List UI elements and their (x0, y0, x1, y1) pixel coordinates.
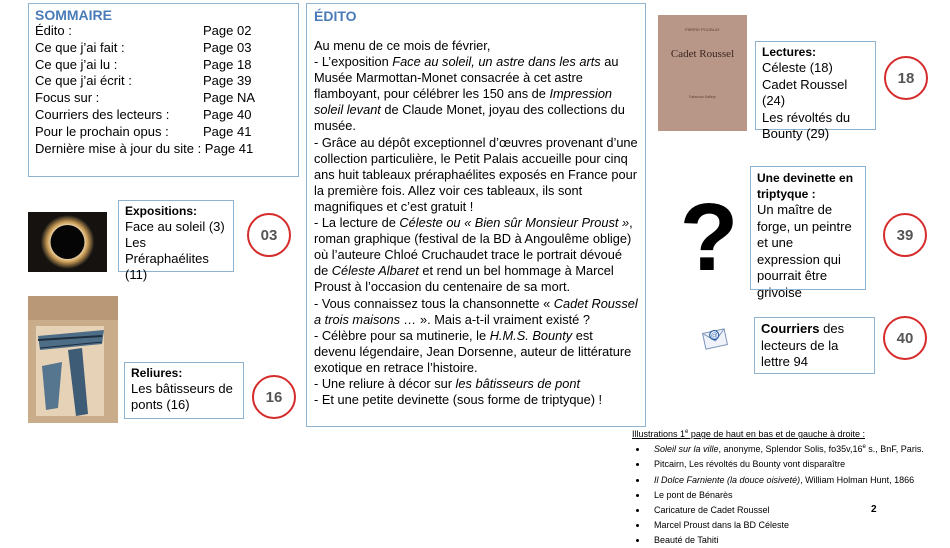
edito-item-cadet-roussel: - Vous connaissez tous la chansonnette « Cadet Roussel a trois maisons … ». Mais a-t-il vraiment existé ? (314, 295, 638, 327)
caption-item: • Marcel Proust dans la BD Céleste (648, 517, 937, 532)
caption-item: • Caricature de Cadet Roussel (648, 502, 937, 517)
devinette-box (750, 166, 866, 300)
caption-item: • Pitcairn, Les révoltés du Bounty vont disparaître (648, 456, 937, 471)
edito-item-reliure: - Une reliure à décor sur les bâtisseurs de pont (314, 375, 581, 391)
lectures-item: Cadet Roussel (24) (762, 76, 848, 108)
edito-box (306, 3, 646, 427)
expositions-page-badge: 03 (247, 213, 291, 257)
sommaire-row-label: Courriers des lecteurs : (35, 106, 170, 122)
reliures-page-badge: 16 (252, 375, 296, 419)
illustrations-caption (632, 426, 937, 548)
sommaire-row-page: Page 40 (203, 106, 252, 122)
courriers-title: Courriers (761, 321, 820, 336)
book-cover-author: PIERRE POLIBLAY (684, 27, 721, 32)
caption-item: • Il Dolce Farniente (la douce oisiveté), William Holman Hunt, 1866 (648, 472, 937, 487)
reliure-image (28, 296, 118, 423)
sommaire-row-page: Page 41 (203, 123, 252, 139)
edito-title: ÉDITO (314, 8, 357, 24)
sommaire-row-label: Ce que j’ai lu : (35, 56, 118, 72)
sommaire-row-page: Page 18 (203, 56, 252, 72)
book-cover-title: Cadet Roussel (670, 48, 735, 60)
edito-item-celeste: - La lecture de Céleste ou « Bien sûr Monsieur Proust », roman graphique (festival de la BD à Angoulême oblige) où l’auteure Chloé Cruchaudet trace le portrait dévoué de Céleste Albaret et rend un bel hommage à Marcel Proust à l’occasion du centenaire de sa mort. (314, 215, 633, 295)
courriers-page-badge: 40 (883, 316, 927, 360)
sommaire-row (35, 107, 292, 124)
sommaire-row-label: Pour le prochain opus : (35, 123, 169, 139)
caption-item: • Soleil sur la ville, anonyme, Splendor Solis, fo35v,16e s., BnF, Paris. (648, 441, 937, 456)
lectures-item: Céleste (18) (762, 60, 833, 75)
courriers-text: Courriers des lecteurs de la lettre 94 (761, 321, 845, 369)
devinette-title: Une devinette en triptyque : (757, 171, 854, 201)
sommaire-row-page: Page 03 (203, 39, 252, 55)
sommaire-list (35, 23, 292, 141)
sommaire-row (35, 73, 292, 90)
lectures-page-badge: 18 (884, 56, 928, 100)
sommaire-row-label: Focus sur : (35, 90, 100, 106)
edito-item-devinette: - Et une petite devinette (sous forme de triptyque) ! (314, 392, 603, 408)
sommaire-row (35, 23, 292, 40)
svg-text:@: @ (710, 331, 719, 341)
courriers-box (754, 317, 875, 374)
devinette-page-badge: 39 (883, 213, 927, 257)
reliures-box (124, 362, 244, 419)
page-number: 2 (871, 504, 877, 515)
lectures-item: Les révoltés du Bounty (29) (762, 109, 851, 141)
sommaire-row (35, 57, 292, 74)
sommaire-title: SOMMAIRE (35, 7, 112, 23)
sommaire-row-page: Page 02 (203, 23, 252, 38)
question-mark-icon: ? (679, 184, 739, 291)
sommaire-row (35, 90, 292, 107)
sommaire-row (35, 124, 292, 141)
book-cover-image (658, 15, 747, 131)
sommaire-row-page: Page 39 (203, 73, 252, 89)
expositions-title: Expositions: (125, 204, 198, 218)
expositions-item: Face au soleil (3) (125, 219, 225, 234)
sommaire-box (28, 3, 299, 177)
caption-item: • Le pont de Bénarès (648, 487, 937, 502)
edito-intro: Au menu de ce mois de février, (314, 38, 491, 53)
sommaire-last-update: Dernière mise à jour du site : Page 41 (35, 140, 254, 156)
sommaire-row-label: Édito : (35, 23, 72, 38)
lectures-title: Lectures: (762, 45, 817, 59)
reliures-title: Reliures: (131, 366, 183, 380)
reliures-item: Les bâtisseurs de ponts (16) (131, 381, 233, 412)
reliure-illustration (28, 296, 118, 423)
edito-item-bounty: - Célèbre pour sa mutinerie, le H.M.S. Bounty est devenu légendaire, Jean Dorsenne, auteur de littérature exotique en retrace l’histoire. (314, 327, 632, 375)
sommaire-row-label: Ce que j’ai fait : (35, 39, 125, 55)
eclipse-illustration (28, 212, 107, 272)
caption-list (632, 441, 937, 547)
edito-text (314, 38, 638, 408)
expositions-item: Les Préraphaélites (11) (125, 235, 209, 282)
expositions-box (118, 200, 234, 282)
devinette-text: Un maître de forge, un peintre et une expression qui pourrait être grivoise (757, 202, 852, 300)
sommaire-row-label: Ce que j’ai écrit : (35, 73, 132, 89)
sommaire-row-page: Page NA (203, 90, 256, 106)
edito-item-exposition: - L’exposition Face au soleil, un astre dans les arts au Musée Marmottan-Monet consacrée à cet astre flamboyant, pour célébrer les 150 ans de Impression soleil levant de Claude Monet, joyau des collections du musée. (314, 54, 625, 134)
lectures-box (755, 41, 876, 141)
sommaire-row (35, 40, 292, 57)
caption-item: • Beauté de Tahiti (648, 532, 937, 547)
book-cover-subtitle: Fabulous Gallery (689, 95, 716, 99)
eclipse-image (28, 212, 107, 272)
mail-icon (701, 324, 729, 354)
edito-item-petit-palais: - Grâce au dépôt exceptionnel d’œuvres provenant d’une collection particulière, le Petit Palais accueille pour cinq ans huit tableaux préraphaélites exposés en France pour la première fois. Allez voir ces tableaux, ils sont magnifiques et c’est gratuit ! (314, 134, 638, 214)
caption-heading: Illustrations 1e page de haut en bas et de gauche à droite : (632, 429, 866, 439)
